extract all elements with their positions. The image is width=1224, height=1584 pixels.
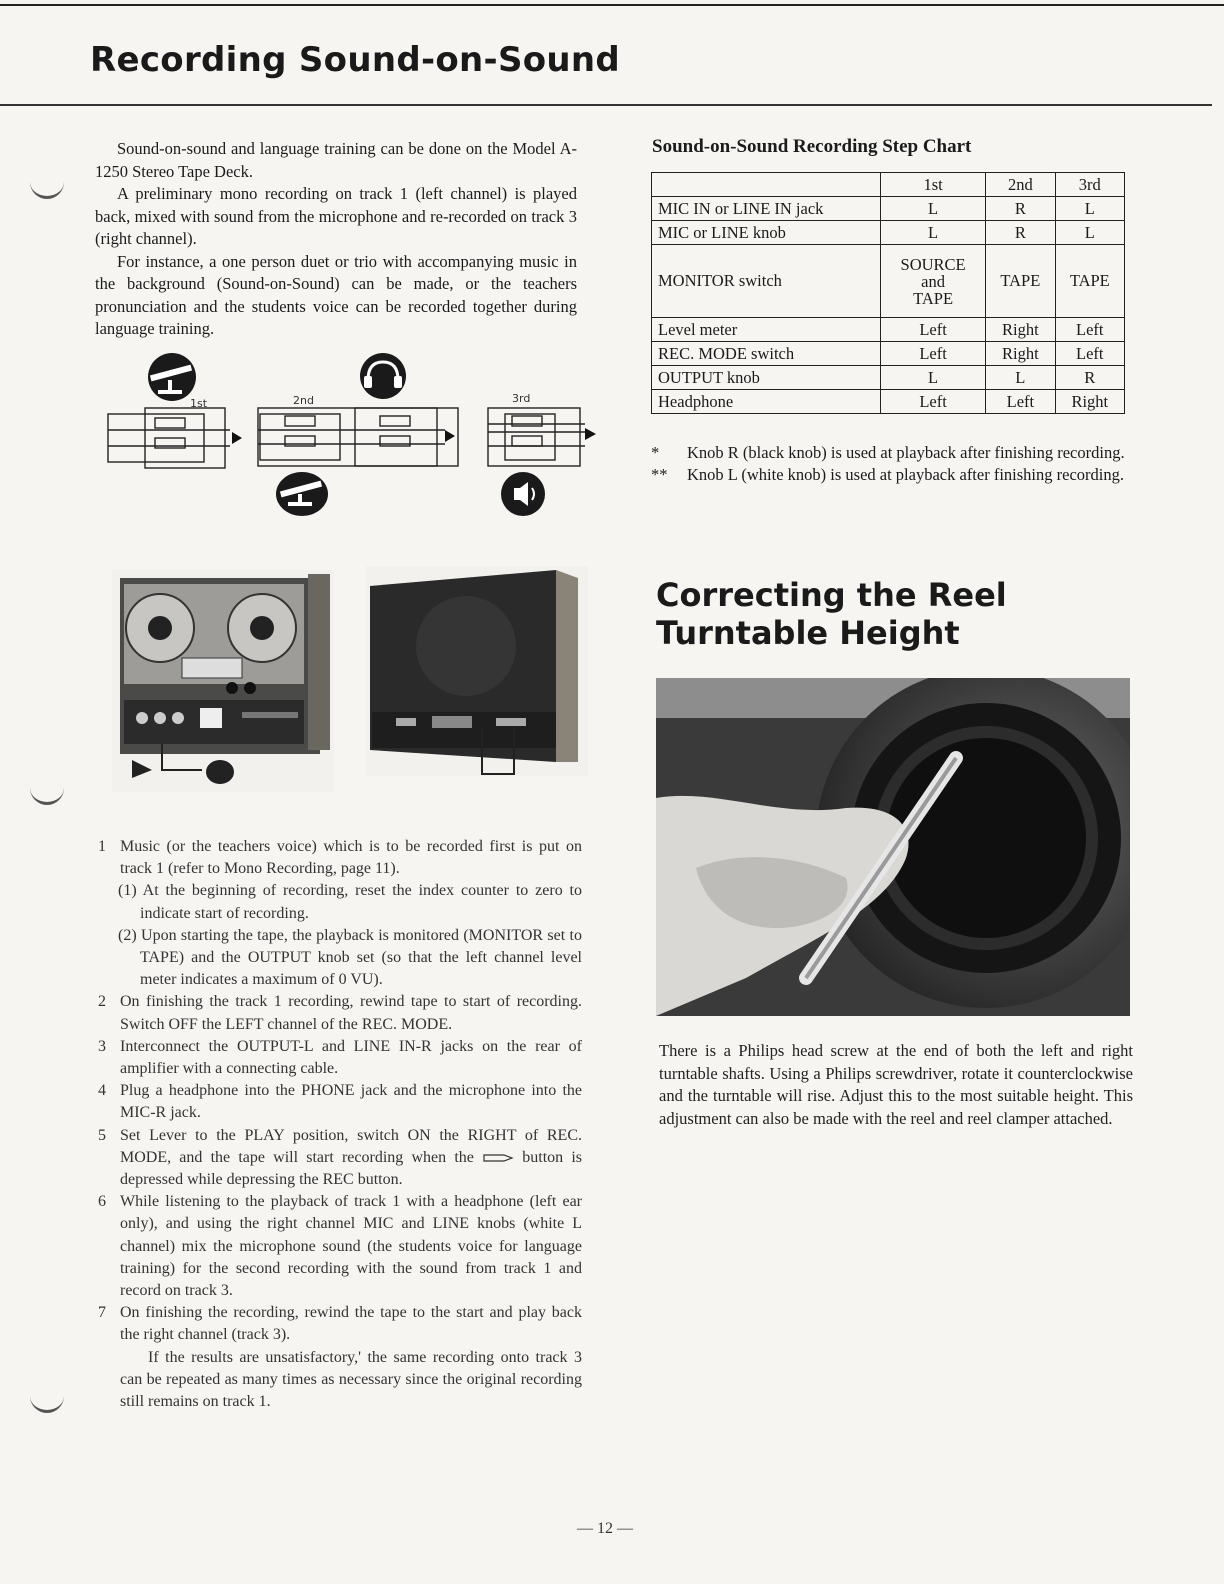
header-cell: 2nd [986, 173, 1055, 197]
table-cell: Right [986, 318, 1055, 342]
step-3 [98, 1036, 582, 1080]
header-cell: 3rd [1055, 173, 1124, 197]
step-number: 7 [98, 1304, 106, 1322]
table-cell: L [986, 366, 1055, 390]
table-cell: L [1055, 221, 1124, 245]
table-cell [881, 245, 986, 318]
table-cell: TAPE [986, 245, 1055, 318]
title-rule [0, 104, 1212, 106]
step-1 [98, 836, 582, 880]
turntable-adjustment-photo [656, 678, 1130, 1016]
table-row [652, 342, 1125, 366]
section-title-line-2: Turntable Height [656, 614, 960, 652]
intro-paragraph-2: A preliminary mono recording on track 1 (left channel) is played back, mixed with sound from the microphone and re-recorded on track 3 (right channel). [95, 184, 577, 248]
tape-deck-front-photo [112, 570, 334, 792]
step-number: 5 [98, 1126, 106, 1144]
microphone-icon [148, 353, 196, 401]
table-cell: Right [986, 342, 1055, 366]
footnote-text: Knob R (black knob) is used at playback after finishing recording. [687, 443, 1125, 462]
table-cell: TAPE [1055, 245, 1124, 318]
step-4 [98, 1080, 582, 1124]
step-text: Plug a headphone into the PHONE jack and the microphone into the MIC-R jack. [120, 1082, 582, 1122]
cell-line: and [921, 271, 945, 291]
tape-deck-rear-photo [366, 566, 588, 776]
headphone-icon [360, 353, 406, 399]
label-3rd: 3rd [512, 392, 531, 405]
chart-title: Sound-on-Sound Recording Step Chart [652, 136, 972, 157]
row-label: MIC or LINE knob [652, 221, 881, 245]
table-cell: Left [1055, 342, 1124, 366]
table-cell: L [881, 197, 986, 221]
table-cell: L [1055, 197, 1124, 221]
table-cell: Left [986, 390, 1055, 414]
table-cell: Left [881, 318, 986, 342]
intro-paragraph-1: Sound-on-sound and language training can be done on the Model A-1250 Stereo Tape Deck. [95, 139, 577, 181]
table-row [652, 366, 1125, 390]
label-2nd: 2nd [293, 394, 314, 407]
table-row [652, 221, 1125, 245]
footnote-text: Knob L (white knob) is used at playback after finishing recording. [687, 465, 1124, 484]
page-number: — 12 — [577, 1520, 633, 1537]
chart-notes [651, 442, 1129, 486]
footnote-2 [651, 464, 1129, 486]
step-chart-table [651, 172, 1125, 414]
step-5 [98, 1125, 582, 1192]
step-text: Music (or the teachers voice) which is to be recorded first is put on track 1 (refer to Mono Recording, page 11). [120, 838, 582, 878]
sound-on-sound-diagram [100, 352, 605, 522]
section-title [656, 576, 1007, 652]
step-text: On finishing the recording, rewind the tape to the start and play back the right channel (track 3). [120, 1304, 582, 1344]
footnote-mark: ** [651, 465, 668, 484]
step-text: On finishing the track 1 recording, rewind tape to start of recording. Switch OFF the LEFT channel of the REC. MODE. [120, 993, 582, 1033]
footnote-1 [651, 442, 1129, 464]
table-cell: Right [1055, 390, 1124, 414]
footnote-mark: * [651, 443, 660, 462]
table-cell: R [1055, 366, 1124, 390]
row-label: Level meter [652, 318, 881, 342]
label-1st: 1st [190, 397, 208, 410]
arrow-2 [445, 430, 455, 442]
table-row [652, 245, 1125, 318]
step-number: 2 [98, 993, 106, 1011]
intro-paragraph-3: For instance, a one person duet or trio with accompanying music in the background (Sound-on-Sound) can be made, or the teachers pronunciation and the students voice can be recorded together during language training. [95, 251, 577, 338]
table-cell: Left [881, 390, 986, 414]
table-cell: Left [881, 342, 986, 366]
row-label: MONITOR switch [652, 245, 881, 318]
row-label: OUTPUT knob [652, 366, 881, 390]
step-text-continued: button is depressed while depressing the REC button. [120, 1148, 583, 1189]
section-body: There is a Philips head screw at the end of both the left and right turntable shafts. Using a Philips screwdriver, rotate it counterclockwise and the turntable will rise. Adjust this to the most suitable height. This adjustment can also be made with the reel and reel clamper attached. [659, 1041, 1133, 1128]
step-number: 6 [98, 1193, 106, 1211]
table-row [652, 318, 1125, 342]
step-text: While listening to the playback of track 1 with a headphone (left ear only), and using the right channel MIC and LINE knobs (white L channel) mix the microphone sound (the students voice for language training) for the second recording with the sound from track 1 and record on track 3. [120, 1193, 582, 1300]
step-number: 4 [98, 1082, 106, 1100]
header-cell: 1st [881, 173, 986, 197]
row-label: REC. MODE switch [652, 342, 881, 366]
arrow-1 [232, 432, 242, 444]
deck-block-3rd [488, 408, 585, 466]
table-cell: Left [1055, 318, 1124, 342]
table-cell: L [881, 366, 986, 390]
step-1-substep-2: (2) Upon starting the tape, the playback is monitored (MONITOR set to TAPE) and the OUTPUT knob set (so that the left channel level meter indicates a maximum of 0 VU). [118, 926, 582, 989]
table-cell: R [986, 221, 1055, 245]
arrow-3 [585, 428, 596, 440]
speaker-icon [501, 472, 545, 516]
binder-hole-top [30, 178, 64, 199]
table-header-row [652, 173, 1125, 197]
step-2 [98, 991, 582, 1035]
step-number: 3 [98, 1037, 106, 1055]
deck-block-1st [108, 408, 230, 468]
step-number: 1 [98, 838, 106, 855]
table-row [652, 197, 1125, 221]
play-arrow-icon [482, 1152, 514, 1164]
cell-line: SOURCE [900, 254, 966, 274]
step-text: Interconnect the OUTPUT-L and LINE IN-R jacks on the rear of amplifier with a connecting cable. [120, 1037, 582, 1078]
step-text: Set Lever to the PLAY position, switch ON the RIGHT of REC. MODE, and the tape will start recording when the [120, 1126, 582, 1166]
row-label: MIC IN or LINE IN jack [652, 197, 881, 221]
page-title: Recording Sound-on-Sound [90, 40, 621, 80]
deck-block-2nd [258, 408, 458, 466]
table-cell: R [986, 197, 1055, 221]
procedure-steps [98, 836, 582, 1413]
intro-text [95, 138, 577, 341]
row-label: Headphone [652, 390, 881, 414]
table-cell: L [881, 221, 986, 245]
step-1-substep-1: (1) At the beginning of recording, reset the index counter to zero to indicate start of recording. [118, 882, 582, 922]
binder-hole-bottom [30, 1392, 64, 1413]
cell-line: TAPE [913, 288, 954, 308]
section-title-line-1: Correcting the Reel [656, 576, 1007, 614]
top-rule [0, 4, 1224, 6]
header-cell [652, 173, 881, 197]
table-row [652, 390, 1125, 414]
microphone-icon-2 [276, 472, 328, 516]
step-6 [98, 1191, 582, 1302]
step-7-note: If the results are unsatisfactory,' the same recording onto track 3 can be repeated as many times as necessary since the original recording still remains on track 1. [120, 1348, 582, 1411]
step-7 [98, 1302, 582, 1346]
binder-hole-middle [30, 784, 64, 805]
